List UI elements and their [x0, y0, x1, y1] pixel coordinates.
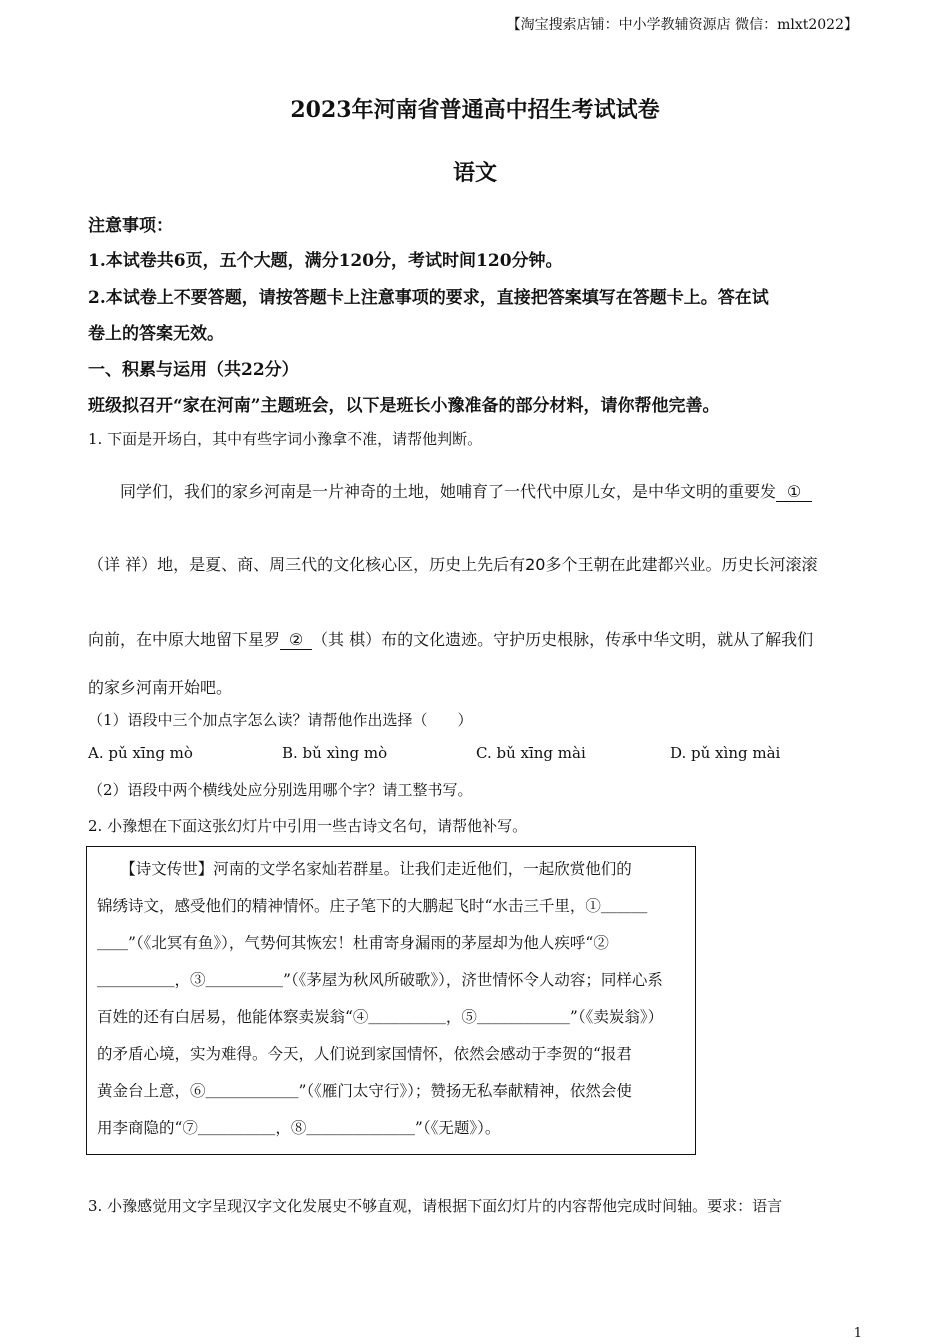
passage-line-3-post: （其 棋）布的文化遗迹。守护历史根脉，传承中华文明，就从了解我们 [312, 630, 814, 649]
slide-line-3: ＿＿”（《北冥有鱼》），气势何其恢宏！杜甫寄身漏雨的茅屋却为他人疾呼“② [97, 934, 609, 952]
slide-line-1: 【诗文传世】河南的文学名家灿若群星。让我们走近他们，一起欣赏他们的 [97, 860, 632, 878]
option-b: B. bǔ xìng mò [282, 744, 388, 762]
slide-box [86, 846, 696, 1155]
slide-line-8: 用李商隐的“⑦＿＿＿＿＿，⑧＿＿＿＿＿＿＿”（《无题》）。 [97, 1119, 501, 1137]
notice-heading: 注意事项： [88, 216, 173, 236]
blank-2: ② [280, 630, 312, 650]
question-1-sub-2: （2）语段中两个横线处应分别选用哪个字？请工整书写。 [88, 781, 473, 799]
notice-item-1: 1.本试卷共6页，五个大题，满分120分，考试时间120分钟。 [88, 251, 563, 271]
question-3-stem: 3. 小豫感觉用文字呈现汉字文化发展史不够直观，请根据下面幻灯片的内容帮他完成时间轴。要求：语言 [88, 1197, 783, 1215]
slide-line-5: 百姓的还有白居易，他能体察卖炭翁“④＿＿＿＿＿，⑤＿＿＿＿＿＿”（《卖炭翁》） [97, 1008, 664, 1026]
header-note: 【淘宝搜索店铺：中小学教辅资源店 微信：mlxt2022】 [506, 17, 858, 33]
option-a: A. pǔ xīng mò [88, 744, 193, 762]
passage-line-3 [88, 627, 813, 650]
passage-line-3-pre: 向前，在中原大地留下星罗 [88, 630, 281, 649]
section-1-heading: 一、积累与运用（共22分） [88, 360, 299, 380]
question-1-stem: 1. 下面是开场白，其中有些字词小豫拿不准，请帮他判断。 [88, 430, 483, 448]
slide-line-7: 黄金台上意，⑥＿＿＿＿＿＿”（《雁门太守行》）；赞扬无私奉献精神，依然会使 [97, 1082, 632, 1100]
passage-line-2: （详 祥）地，是夏、商、周三代的文化核心区，历史上先后有20多个王朝在此建都兴业。历史长河滚滚 [88, 555, 818, 574]
slide-line-6: 的矛盾心境，实为难得。今天，人们说到家国情怀，依然会感动于李贺的“报君 [97, 1045, 632, 1063]
passage-line-4: 的家乡河南开始吧。 [88, 678, 233, 697]
notice-item-2-line-1: 2.本试卷上不要答题，请按答题卡上注意事项的要求，直接把答案填写在答题卡上。答在试 [88, 288, 769, 308]
passage-line-1 [120, 479, 812, 502]
page-subtitle: 语文 [452, 160, 497, 186]
page-number: 1 [853, 1326, 862, 1341]
option-d: D. pǔ xìng mài [670, 744, 781, 762]
question-1-sub-1: （1）语段中三个加点字怎么读？请帮他作出选择（ ） [88, 711, 473, 729]
notice-item-2-line-2: 卷上的答案无效。 [88, 324, 224, 344]
option-c: C. bǔ xīng mài [476, 744, 586, 762]
page-title: 2023年河南省普通高中招生考试试卷 [290, 97, 660, 123]
slide-line-4: ＿＿＿＿＿，③＿＿＿＿＿”（《茅屋为秋风所破歌》），济世情怀令人动容；同样心系 [97, 971, 663, 989]
passage-line-1-text: 同学们，我们的家乡河南是一片神奇的土地，她哺育了一代代中原儿女，是中华文明的重要发 [120, 482, 777, 501]
question-2-stem: 2. 小豫想在下面这张幻灯片中引用一些古诗文名句，请帮他补写。 [88, 817, 528, 835]
blank-1: ① [776, 482, 812, 502]
section-1-intro: 班级拟召开“家在河南”主题班会，以下是班长小豫准备的部分材料，请你帮他完善。 [88, 396, 720, 416]
slide-line-2: 锦绣诗文，感受他们的精神情怀。庄子笔下的大鹏起飞时“水击三千里，①＿＿＿ [97, 897, 648, 915]
